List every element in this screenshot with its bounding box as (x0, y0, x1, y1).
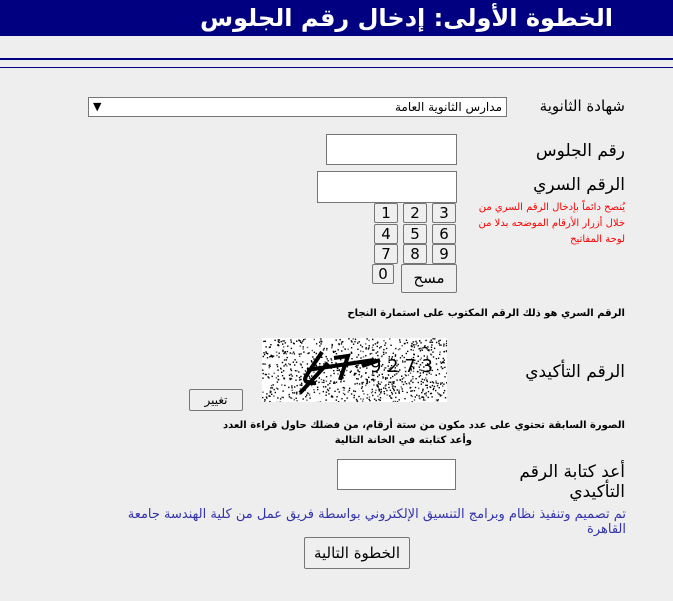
divider (0, 67, 673, 68)
confirm-number-label: الرقم التأكيدي (525, 362, 625, 382)
change-captcha-button[interactable]: تغيير (189, 389, 243, 411)
certificate-label: شهادة الثانوية (539, 97, 625, 115)
secret-number-input[interactable] (317, 171, 457, 203)
captcha-image (262, 338, 447, 402)
next-step-button[interactable]: الخطوة التالية (304, 537, 410, 569)
secret-number-label: الرقم السري (533, 175, 625, 195)
reenter-confirm-label: أعد كتابة الرقم التأكيدي (519, 462, 625, 502)
captcha-hint-line-2: وأعد كتابته في الخانة التالية (334, 435, 472, 446)
credit-text: تم تصميم وتنفيذ نظام وبرامج التنسيق الإلكتروني بواسطة فريق عمل من كلية الهندسة جامعة القاهرة (127, 507, 626, 537)
keypad-button-6[interactable]: 6 (432, 224, 456, 244)
keypad-button-3[interactable]: 3 (432, 203, 456, 223)
seat-number-input[interactable] (326, 134, 457, 165)
certificate-select-value: مدارس الثانوية العامة (394, 100, 502, 114)
captcha-hint-line-1: الصورة السابقة تحتوي على عدد مكون من ستة أرقام، من فضلك حاول قراءة العدد (223, 420, 625, 431)
chevron-down-icon: ▼ (93, 100, 102, 113)
divider (0, 58, 673, 60)
keypad-button-5[interactable]: 5 (403, 224, 427, 244)
reenter-confirm-input[interactable] (337, 459, 456, 490)
seat-number-label: رقم الجلوس (535, 141, 625, 161)
certificate-select[interactable] (88, 97, 507, 117)
keypad-button-9[interactable]: 9 (432, 244, 456, 264)
secret-keypad-note: يُنصح دائماً بإدخال الرقم السري من خلال أزرار الأرقام الموضحه بدلا من لوحة المفاتيح (478, 202, 625, 245)
captcha-text: 9 2 7 3 (370, 356, 433, 377)
page-title: الخطوة الأولى: إدخال رقم الجلوس (0, 0, 673, 36)
keypad-button-7[interactable]: 7 (374, 244, 398, 264)
keypad-button-0[interactable]: 0 (372, 264, 394, 284)
captcha-graphic (262, 338, 447, 402)
keypad-button-4[interactable]: 4 (374, 224, 398, 244)
keypad-button-2[interactable]: 2 (403, 203, 427, 223)
clear-button[interactable]: مسح (401, 264, 457, 293)
keypad-button-8[interactable]: 8 (403, 244, 427, 264)
secret-number-hint: الرقم السري هو ذلك الرقم المكتوب على استمارة النجاح (347, 308, 625, 319)
keypad-button-1[interactable]: 1 (374, 203, 398, 223)
